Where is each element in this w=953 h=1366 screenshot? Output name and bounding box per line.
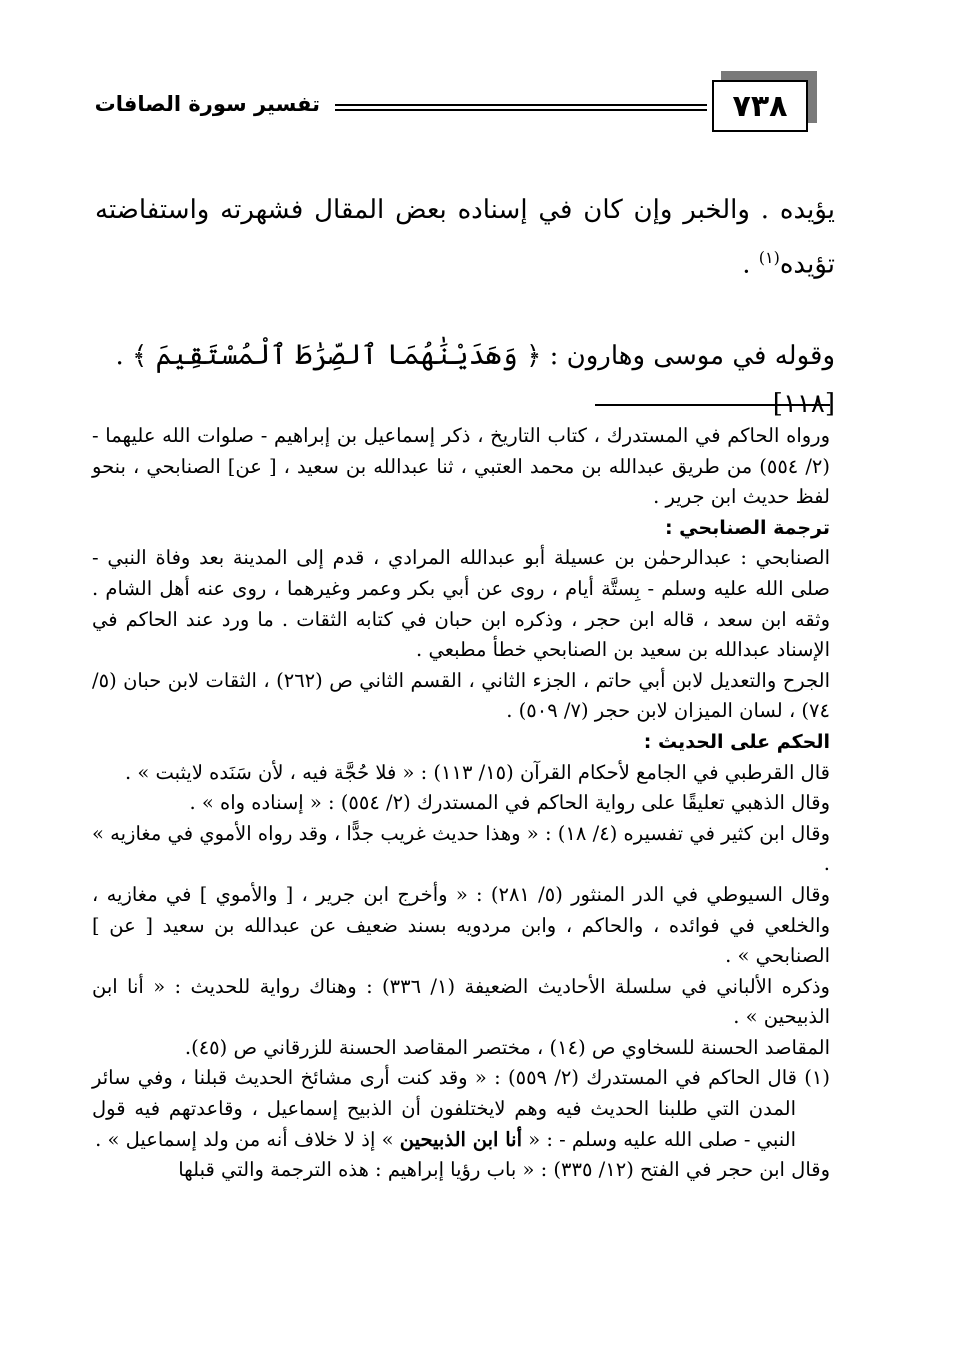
ruling-ibn-kathir: وقال ابن كثير في تفسيره (٤/ ١٨) : « وهذا حديث غريب جدًّا ، وقد رواه الأموي في مغازيه » . [92,821,830,876]
ruling-dhahabi: وقال الذهبي تعليقًا على رواية الحاكم في المستدرك (٢/ ٥٥٤) : « إسناده واه » . [189,791,830,815]
footnote-takhrij: ورواه الحاكم في المستدرك ، كتاب التاريخ ، ذكر إسماعيل بن إبراهيم - صلوات الله عليهما - (٢/ ٥٥٤) من طريق عبدالله بن محمد العتبي ، ثنا عبدالله بن سعيد ، [ عن] الصنابحي ، بنحو لفظ حديث ابن جرير . [92,424,830,509]
heading-narrator-bio: ترجمة الصنابحي : [664,516,830,539]
main-paragraph-text: يؤيده . والخبر وإن كان في إسناده بعض المقال فشهرته واستفاضته تؤيده [95,195,835,280]
ruling-qurtubi: قال القرطبي في الجامع لأحكام القرآن (١٥/ ١١٣) : « فلا حُجَّة فيه ، لأن سَنَده لايثبت » . [124,760,830,784]
narrator-bio: الصنابحي : عبدالرحمٰن بن عسيلة أبو عبدالله المرادي ، قدم إلى المدينة بعد وفاة النبي - صلى الله عليه وسلم - بِستَّة أيام ، روى عن أبي بكر وعمر وغيرهما ، روى عنه أهل الشام . وثقه ابن سعد ، قاله ابن حجر ، وذكره ابن حبان في كتابه الثقات . ما ورد عند الحاكم في الإسناد عبدالله بن سعيد بن الصنابحي خطأ مطبعي . [92,546,830,662]
heading-hadith-ruling: الحكم على الحديث : [643,730,830,753]
main-paragraph-end: . [742,249,759,280]
footnote-1-text-b: » إذ لا خلاف أنه من ولد إسماعيل » . [95,1127,400,1151]
footnotes [92,421,830,1186]
quran-verse: وَهَدَيْنَٰهُمَا ٱلصِّرَٰطَ ٱلْمُسْتَقِيمَ [155,337,518,371]
main-paragraph [95,186,835,289]
ruling-sakhawi: المقاصد الحسنة للسخاوي ص (١٤) ، مختصر المقاصد الحسنة للزرقاني ص (٤٥). [184,1035,830,1059]
reference-number: [١١٨] [772,388,835,419]
footnote-1 [92,1063,830,1155]
header-rule [335,104,707,111]
footnote-separator [595,404,830,406]
ruling-suyuti: وقال السيوطي في الدر المنثور (٥/ ٢٨١) : « وأخرج ابن جرير ، [ والأموي ] في مغازيه ، والخلعي في فوائده ، والحاكم ، وابن مردويه بسند ضعيف عن عبدالله بن سعيد [ عن ] الصنابحي » . [92,882,830,968]
page-number: ٧٣٨ [712,80,808,132]
verse-end: . [115,340,132,371]
ruling-albani: وذكره الألباني في سلسلة الأحاديث الضعيفة (١/ ٣٣٦) : وهناك رواية للحديث : « أنا ابن الذبيحين » . [92,974,830,1029]
running-title: تفسير سورة الصافات [94,92,320,116]
footnote-1-text-a: (١) قال الحاكم في المستدرك (٢/ ٥٥٩) : « وقد كنت أرى مشائخ الحديث قبلنا ، وفي سائر المدن التي طلبنا الحديث فيه وهم لايختلفون أن الذبيح إسماعيل ، وقاعدتهم فيه قول النبي - صلى الله عليه وسلم - : « [92,1066,830,1151]
verse-bracket-close: ﴾ [131,340,156,371]
main-text [95,186,835,428]
bio-sources: الجرح والتعديل لابن أبي حاتم ، الجزء الثاني ، القسم الثاني ص (٢٦٢) ، الثقات لابن حبان (٥/ ٧٤) ، لسان الميزان لابن حجر (٧/ ٥٠٩) . [92,668,830,723]
verse-intro: وقوله في موسى وهارون : [541,340,835,371]
verse-bracket-open: ﴿ [517,340,542,371]
footnote-1-bold: أنا ابن الذبيحين [399,1127,522,1151]
verse-line [95,331,835,380]
footnote-ibn-hajar: وقال ابن حجر في الفتح (١٢/ ٣٣٥) : « باب رؤيا إبراهيم : هذه الترجمة والتي قبلها [178,1158,830,1182]
footnote-marker: (١) [758,248,780,267]
